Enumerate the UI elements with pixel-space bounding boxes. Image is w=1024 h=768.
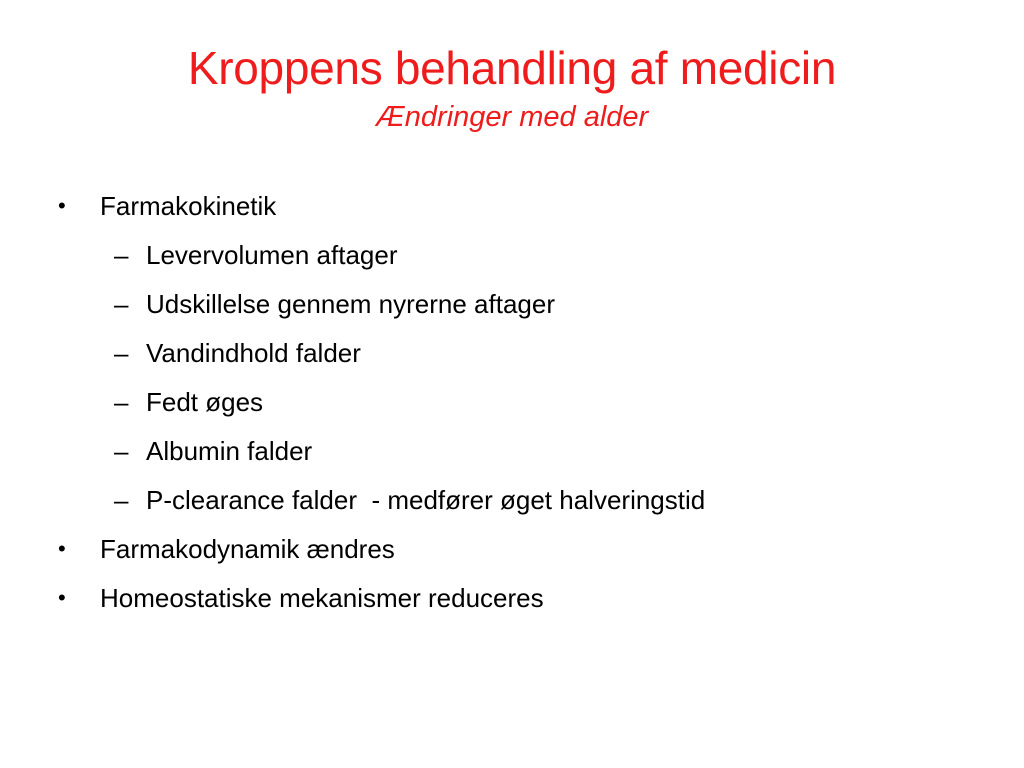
bullet-marker: •	[58, 193, 66, 218]
bullet-text: Farmakodynamik ændres	[100, 534, 395, 564]
bullet-marker: •	[58, 585, 66, 610]
sub-bullet-item	[58, 480, 978, 529]
bullet-list	[58, 186, 978, 627]
bullet-item	[58, 529, 978, 578]
dash-marker: –	[114, 240, 129, 270]
slide-subtitle: Ændringer med alder	[375, 101, 649, 133]
sub-bullet-item	[58, 382, 978, 431]
dash-marker: –	[114, 338, 129, 368]
sub-bullet-text: Vandindhold falder	[146, 338, 361, 368]
bullet-item	[58, 186, 978, 235]
dash-marker: –	[114, 289, 129, 319]
bullet-item	[58, 578, 978, 627]
bullet-text: Homeostatiske mekanismer reduceres	[100, 583, 544, 613]
dash-marker: –	[114, 387, 129, 417]
sub-bullet-text: Levervolumen aftager	[146, 240, 398, 270]
dash-marker: –	[114, 436, 129, 466]
title-block	[0, 40, 1024, 136]
sub-bullet-text: Albumin falder	[146, 436, 313, 466]
sub-bullet-text: P-clearance falder - medfører øget halveringstid	[146, 485, 706, 515]
sub-bullet-item	[58, 431, 978, 480]
bullet-text: Farmakokinetik	[100, 191, 277, 221]
sub-bullet-item	[58, 235, 978, 284]
sub-bullet-item	[58, 333, 978, 382]
bullet-marker: •	[58, 536, 66, 561]
slide-title: Kroppens behandling af medicin	[187, 42, 837, 94]
dash-marker: –	[114, 485, 129, 515]
sub-bullet-text: Fedt øges	[146, 387, 264, 417]
sub-bullet-text: Udskillelse gennem nyrerne aftager	[146, 289, 555, 319]
sub-bullet-item	[58, 284, 978, 333]
